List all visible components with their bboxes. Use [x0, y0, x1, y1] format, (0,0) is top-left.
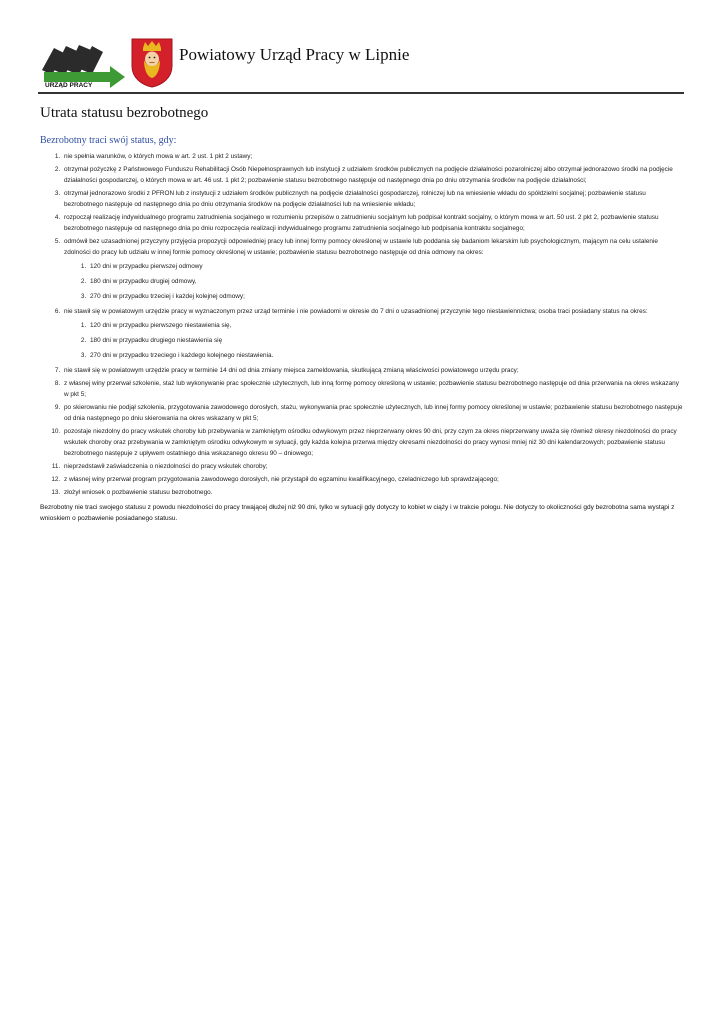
list-item [62, 365, 684, 376]
page-title: Utrata statusu bezrobotnego [40, 105, 209, 121]
list-item [62, 151, 684, 162]
list-item-text: pozostaje niezdolny do pracy wskutek choroby lub przebywania w zamkniętym ośrodku odwykowym przez nieprzerwany okres 90 dni, przy czym za okres nieprzerwany uważa się również okresy niezdolności do pracy wskutek choroby oraz przebywania w zamkniętym ośrodku odwykowym w sytuacji, gdy każda kolejna przerwa między okresami niezdolności do pracy wynosi mniej niż 30 dni kalendarzowych; pozbawienie statusu bezrobotnego następuje z upływem ostatniego dnia wskazanego okresu 90 – dniowego; [64, 428, 677, 457]
document-page [38, 0, 684, 524]
page-header [38, 0, 684, 94]
list-item [62, 402, 684, 424]
lipno-coat-of-arms-icon [131, 38, 173, 88]
sub-list-item: 1. 120 dni w przypadku pierwszej odmowy [88, 261, 684, 272]
list-item [62, 378, 684, 400]
urzad-pracy-logo [40, 42, 126, 88]
list-item [62, 461, 684, 472]
footer-note: Bezrobotny nie traci swojego statusu z powodu niezdolności do pracy trwającej dłużej niż 90 dni, tylko w sytuacji gdy dotyczy to kobiet w ciąży i w trakcie połogu. Nie dotyczy to okoliczności gdy bezrobotna sama wystąpi z wnioskiem o pozbawienie posiadanego statusu. [40, 504, 675, 522]
sub-list-item: 1. 120 dni w przypadku pierwszego niestawienia się, [88, 320, 684, 331]
sub-list [64, 261, 684, 302]
list-item-text: nie stawił się w powiatowym urzędzie pracy w terminie 14 dni od dnia zmiany miejsca zameldowania, skutkującą zmianą właściwości powiatowego urzędu pracy; [64, 367, 519, 374]
list-item-text: otrzymał jednorazowo środki z PFRON lub z instytucji z udziałem środków publicznych na podjęcie działalności gospodarczej, rolniczej lub na wniesienie wkładu do spółdzielni socjalnej; pozbawienie statusu bezrobotnego następuje od następnego dnia po dniu otrzymania środków na podjęcie działalności lub na wniesienie wkładu; [64, 190, 646, 208]
list-item-text: z własnej winy przerwał szkolenie, staż lub wykonywanie prac społecznie użytecznych, lub inną formę pomocy określoną w ustawie; pozbawienie statusu bezrobotnego następuje od dnia przerwania na okres wskazany w pkt 5; [64, 380, 679, 398]
list-item-text: odmówił bez uzasadnionej przyczyny przyjęcia propozycji odpowiedniej pracy lub innej formy pomocy określonej w ustawie lub poddania się badaniom lekarskim lub psychologicznym, mającym na celu ustalenie zdolności do pracy lub udziału w innej formie pomocy określonej w ustawie; pozbawienie statusu bezrobotnego następuje od dnia odmowy na okres: [64, 238, 658, 256]
list-item-text: rozpoczął realizację indywidualnego programu zatrudnienia socjalnego w rozumieniu przepisów o zatrudnieniu socjalnym lub podpisał kontrakt socjalny, o którym mowa w art. 50 ust. 2 pkt 2, pozbawienie statusu bezrobotnego następuje od następnego dnia po dniu rozpoczęcia realizacji indywidualnego programu zatrudnienia socjalnego lub podpisania kontraktu socjalnego; [64, 214, 659, 232]
list-item [62, 164, 684, 186]
list-item [62, 306, 684, 361]
sub-list [64, 320, 684, 361]
sub-list-item: 3. 270 dni w przypadku trzeciej i każdej kolejnej odmowy; [88, 291, 684, 302]
list-item-text: otrzymał pożyczkę z Państwowego Funduszu Rehabilitacji Osób Niepełnosprawnych lub instytucji z udziałem środków publicznych na podjęcie działalności pozarolniczej albo otrzymał jednorazowo środki na podjęcie działalności gospodarczej, o których mowa w art. 46 ust. 1 pkt 2; pozbawienie statusu bezrobotnego następuje od następnego dnia po dniu otrzymania środków na podjęcie działalności; [64, 166, 673, 184]
sub-list-item: 2. 180 dni w przypadku drugiego niestawienia się [88, 335, 684, 346]
list-item-text: nieprzedstawił zaświadczenia o niezdolności do pracy wskutek choroby; [64, 463, 268, 470]
conditions-list [38, 151, 684, 498]
sub-list-item: 3. 270 dni w przypadku trzeciego i każdego kolejnego niestawienia. [88, 350, 684, 361]
list-item [62, 487, 684, 498]
sub-list-item: 2. 180 dni w przypadku drugiej odmowy, [88, 276, 684, 287]
list-item-text: po skierowaniu nie podjął szkolenia, przygotowania zawodowego dorosłych, stażu, wykonywania prac społecznie użytecznych, lub innej formy pomocy określonej w ustawie; pozbawienie statusu bezrobotnego następuje od dnia następnego po dniu skierowania na okres wskazany w pkt 5; [64, 404, 683, 422]
list-item [62, 426, 684, 459]
list-item [62, 474, 684, 485]
list-item [62, 236, 684, 302]
list-item-text: z własnej winy przerwał program przygotowania zawodowego dorosłych, nie przystąpił do egzaminu kwalifikacyjnego, czeladniczego lub sprawdzającego; [64, 476, 499, 483]
list-item [62, 212, 684, 234]
list-item-text: nie stawił się w powiatowym urzędzie pracy w wyznaczonym przez urząd terminie i nie powiadomi w okresie do 7 dni o uzasadnionej przyczynie tego niestawiennictwa; osoba traci posiadany status na okres: [64, 308, 648, 315]
list-item [62, 188, 684, 210]
list-item-text: złożył wniosek o pozbawienie statusu bezrobotnego. [64, 489, 213, 496]
intro-text: Bezrobotny traci swój status, gdy: [40, 135, 177, 146]
list-item-text: nie spełnia warunków, o których mowa w art. 2 ust. 1 pkt 2 ustawy; [64, 153, 253, 160]
logo-text: URZĄD PRACY [45, 82, 93, 88]
org-name: Powiatowy Urząd Pracy w Lipnie [179, 45, 410, 64]
